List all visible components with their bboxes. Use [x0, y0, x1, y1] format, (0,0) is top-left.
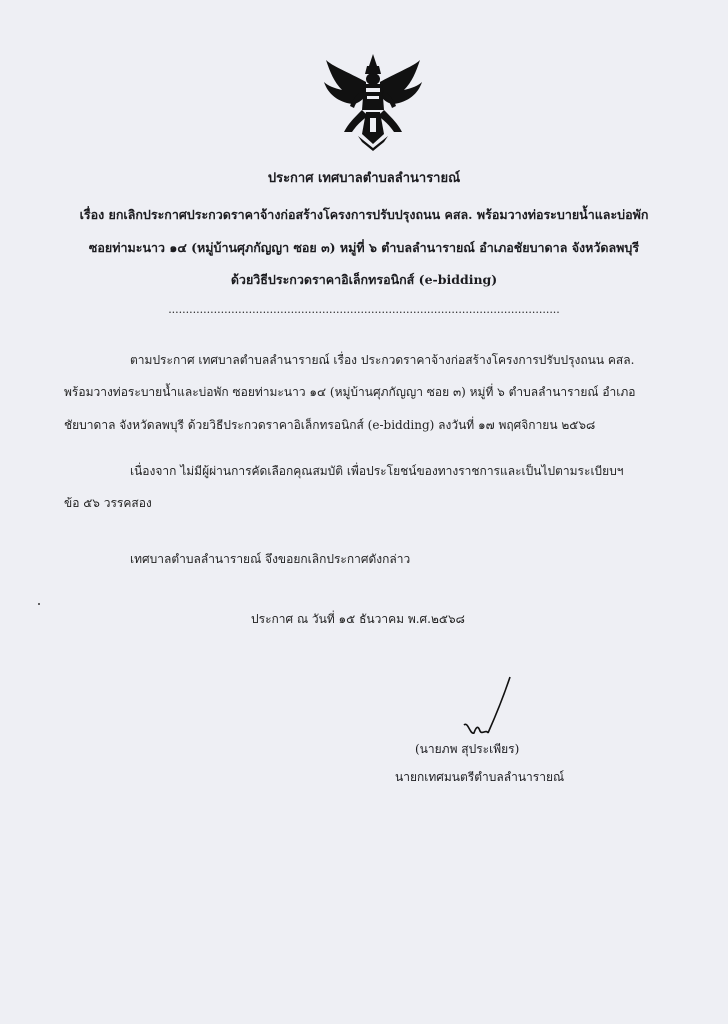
subject-line-3: ด้วยวิธีประกวดราคาอิเล็กทรอนิกส์ (e-bidding) [230, 272, 498, 287]
announcement-title: ประกาศ เทศบาลตำบลลำนารายณ์ [267, 171, 461, 186]
signer-position: นายกเทศมนตรีตำบลลำนารายณ์ [395, 770, 565, 784]
handwritten-signature [460, 675, 520, 745]
paragraph-2-line-1: เนื่องจาก ไม่มีผู้ผ่านการคัดเลือกคุณสมบัติ เพื่อประโยชน์ของทางราชการและเป็นไปตามระเบียบฯ [130, 464, 624, 478]
announcement-date: ประกาศ ณ วันที่ ๑๕ ธันวาคม พ.ศ.๒๕๖๘ [251, 612, 465, 626]
subject-line-1: เรื่อง ยกเลิกประกาศประกวดราคาจ้างก่อสร้างโครงการปรับปรุงถนน คสล. พร้อมวางท่อระบายน้ำและบ่อพัก [79, 207, 649, 222]
paragraph-2-line-2: ข้อ ๕๖ วรรคสอง [64, 496, 152, 510]
paragraph-1-line-1: ตามประกาศ เทศบาลตำบลลำนารายณ์ เรื่อง ประกวดราคาจ้างก่อสร้างโครงการปรับปรุงถนน คสล. [130, 353, 635, 367]
garuda-emblem-icon [318, 52, 428, 152]
paragraph-1-line-3: ชัยบาดาล จังหวัดลพบุรี ด้วยวิธีประกวดราคาอิเล็กทรอนิกส์ (e-bidding) ลงวันที่ ๑๗ พฤศจิกายน ๒๕๖๘ [64, 418, 596, 432]
paragraph-3: เทศบาลตำบลลำนารายณ์ จึงขอยกเลิกประกาศดังกล่าว [130, 552, 411, 566]
scan-speck [38, 603, 40, 605]
signer-name: (นายภพ สุประเพียร) [415, 742, 520, 756]
subject-line-2: ซอยท่ามะนาว ๑๔ (หมู่บ้านศุภกัญญา ซอย ๓) หมู่ที่ ๖ ตำบลลำนารายณ์ อำเภอชัยบาดาล จังหวัดลพบุรี [88, 240, 640, 255]
paragraph-1-line-2: พร้อมวางท่อระบายน้ำและบ่อพัก ซอยท่ามะนาว ๑๔ (หมู่บ้านศุภกัญญา ซอย ๓) หมู่ที่ ๖ ตำบลลำนารายณ์ อำเภอ [64, 385, 636, 399]
dotted-separator: ................................................................................................................ [168, 303, 560, 316]
